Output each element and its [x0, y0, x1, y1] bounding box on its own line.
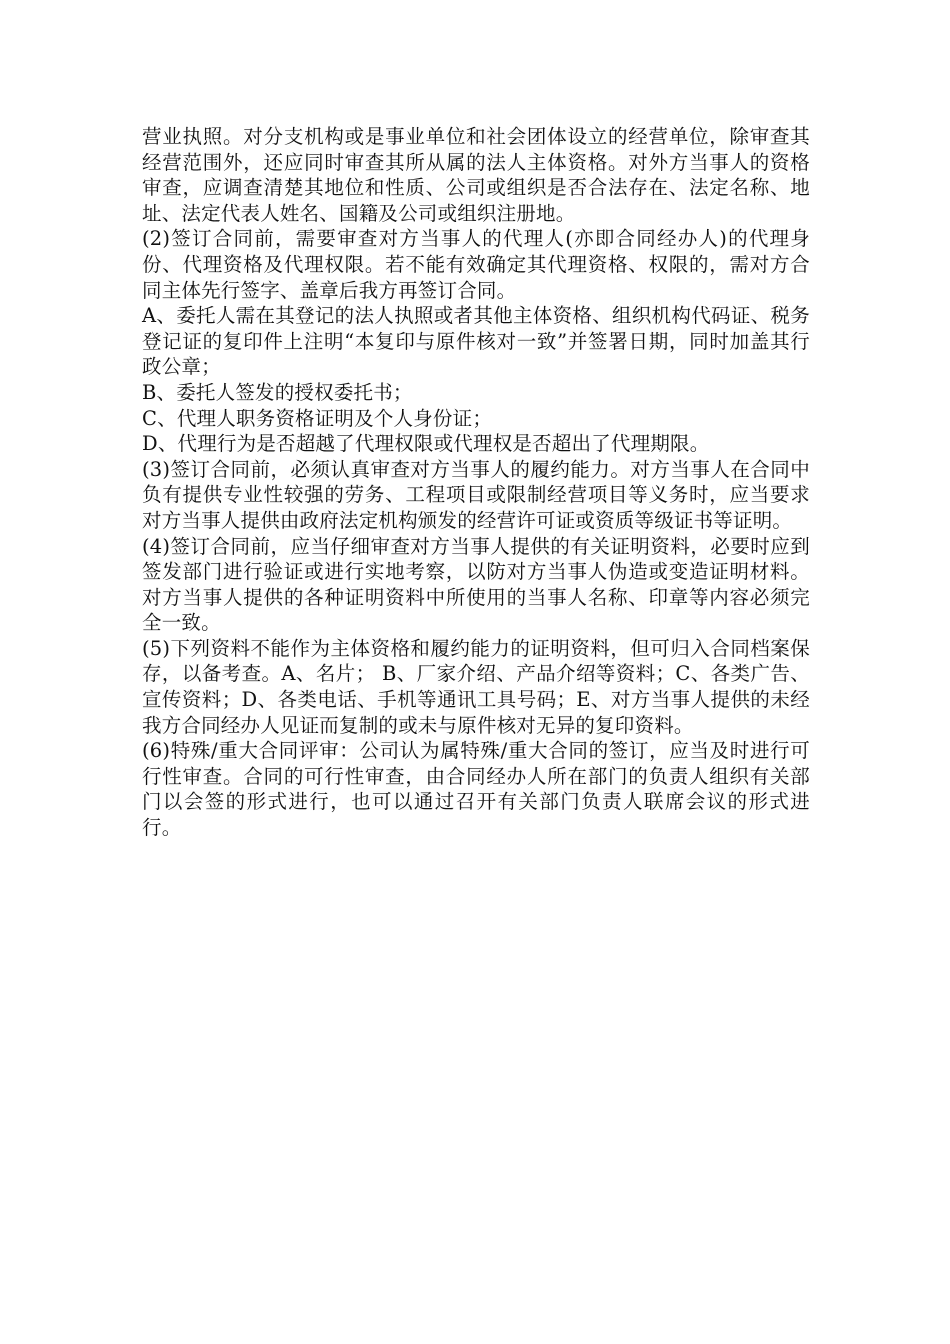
- document-body: [142, 124, 810, 841]
- paragraph-excluded-materials: (5)下列资料不能作为主体资格和履约能力的证明资料，但可归入合同档案保存，以备考查。A、名片； B、厂家介绍、产品介绍等资料；C、各类广告、宣传资料；D、各类电话、手机等通讯工具号码；E、对方当事人提供的未经我方合同经办人见证而复制的或未与原件核对无异的复印资料。: [142, 636, 810, 737]
- paragraph-item-d: D、代理行为是否超越了代理权限或代理权是否超出了代理期限。: [142, 432, 710, 456]
- paragraph-proof-materials: (4)签订合同前，应当仔细审查对方当事人提供的有关证明资料，必要时应到签发部门进行验证或进行实地考察，以防对方当事人伪造或变造证明材料。对方当事人提供的各种证明资料中所使用的当事人名称、印章等内容必须完全一致。: [142, 534, 810, 635]
- paragraph-item-c: C、代理人职务资格证明及个人身份证；: [142, 406, 493, 430]
- paragraph-special-contract-review: (6)特殊/重大合同评审：公司认为属特殊/重大合同的签订，应当及时进行可行性审查。合同的可行性审查，由合同经办人所在部门的负责人组织有关部门以会签的形式进行，也可以通过召开有关部门负责人联席会议的形式进行。: [142, 739, 810, 840]
- paragraph-agent-review: (2)签订合同前，需要审查对方当事人的代理人(亦即合同经办人)的代理身份、代理资格及代理权限。若不能有效确定其代理资格、权限的，需对方合同主体先行签字、盖章后我方再签订合同。: [142, 227, 810, 302]
- paragraph-business-license: 营业执照。对分支机构或是事业单位和社会团体设立的经营单位，除审查其经营范围外，还应同时审查其所从属的法人主体资格。对外方当事人的资格审查，应调查清楚其地位和性质、公司或组织是否合法存在、法定名称、地址、法定代表人姓名、国籍及公司或组织注册地。: [142, 125, 810, 225]
- paragraph-performance-capacity: (3)签订合同前，必须认真审查对方当事人的履约能力。对方当事人在合同中负有提供专业性较强的劳务、工程项目或限制经营项目等义务时，应当要求对方当事人提供由政府法定机构颁发的经营许可证或资质等级证书等证明。: [142, 457, 810, 532]
- paragraph-item-b: B、委托人签发的授权委托书；: [142, 380, 413, 404]
- paragraph-item-a: A、委托人需在其登记的法人执照或者其他主体资格、组织机构代码证、税务登记证的复印件上注明“本复印与原件核对一致”并签署日期，同时加盖其行政公章；: [142, 304, 810, 379]
